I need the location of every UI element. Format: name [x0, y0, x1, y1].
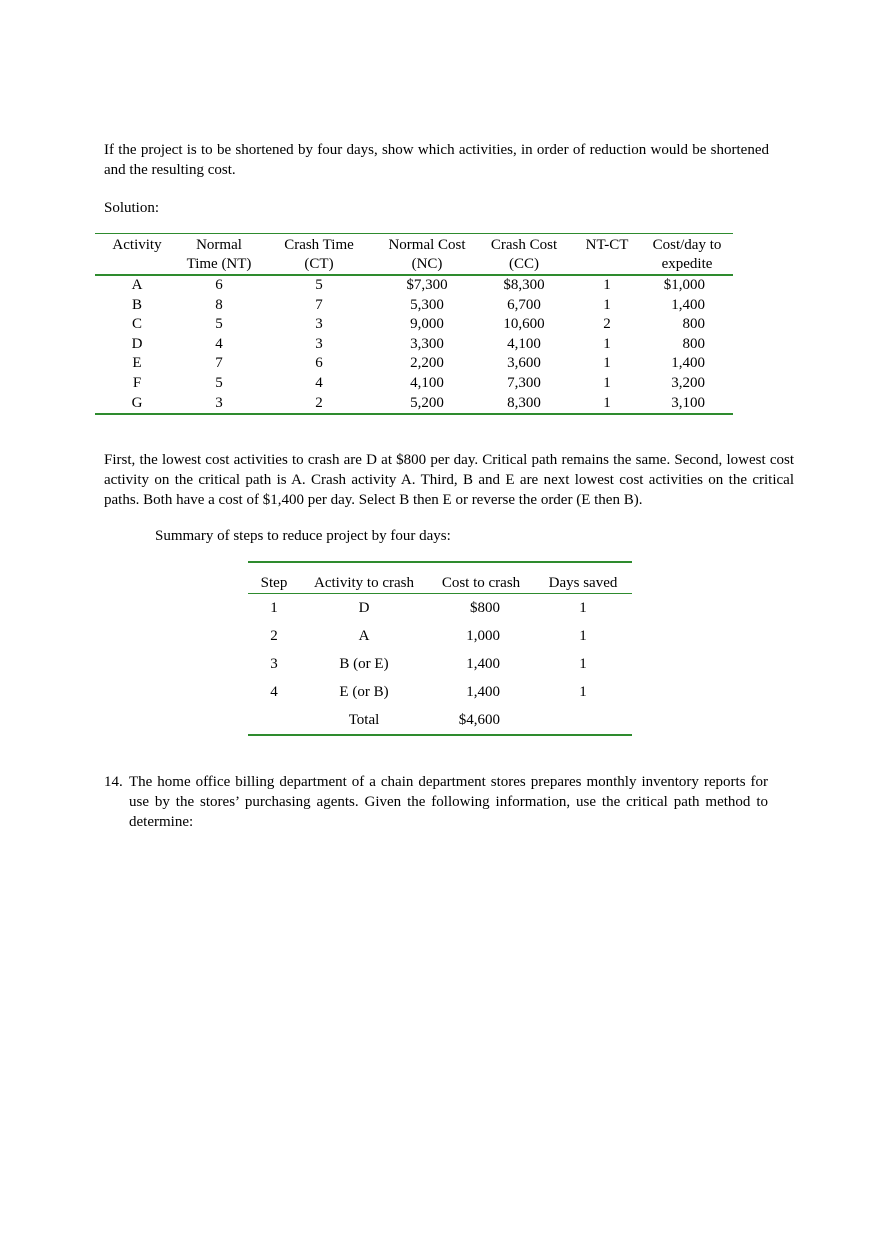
cell-crash-time: 7	[315, 296, 323, 313]
solution-label: Solution:	[104, 200, 160, 216]
cell-normal-cost: 9,000	[410, 316, 444, 333]
table-row	[248, 594, 632, 623]
cell-crash-cost: $8,300	[503, 277, 545, 293]
table-row	[95, 394, 733, 415]
cell-cost-per-day: 3,100	[671, 394, 705, 411]
header-crash-cost: Crash Cost (CC)	[490, 237, 558, 272]
summary-title: Summary of steps to reduce project by four days:	[155, 528, 451, 544]
table-row	[95, 315, 733, 335]
cell-nt-ct: 2	[603, 316, 611, 333]
header-activity-to-crash: Activity to crash	[314, 575, 414, 591]
cell-normal-time: 6	[215, 277, 223, 293]
cell-nt-ct: 1	[603, 355, 611, 372]
cell-activity: A	[358, 628, 370, 644]
cell-normal-time: 5	[215, 374, 223, 391]
cell-crash-time: 3	[315, 316, 323, 333]
header-activity: Activity	[112, 237, 162, 253]
cell-crash-cost: 4,100	[507, 335, 541, 352]
cell-days-saved: 1	[579, 600, 587, 616]
cell-days-saved: 1	[579, 684, 587, 700]
cell-cost: 1,000	[466, 628, 500, 644]
cell-nt-ct: 1	[603, 277, 611, 293]
summary-table-header	[248, 562, 632, 594]
cell-normal-time: 3	[215, 394, 223, 411]
cell-nt-ct: 1	[603, 296, 611, 313]
cell-nt-ct: 1	[603, 335, 611, 352]
cell-normal-cost: 4,100	[410, 374, 444, 391]
cell-crash-time: 4	[315, 374, 323, 391]
table-row	[95, 354, 733, 374]
header-crash-time: Crash Time (CT)	[284, 237, 354, 272]
question-14	[104, 772, 768, 832]
cell-crash-time: 6	[315, 355, 323, 372]
question-number: 14.	[104, 774, 123, 790]
cell-activity: E	[132, 355, 142, 372]
table-row	[95, 296, 733, 316]
total-value: $4,600	[458, 712, 500, 728]
intro-paragraph: If the project is to be shortened by four days, show which activities, in order of reduction would be shortened and the resulting cost.	[104, 142, 769, 178]
header-normal-time: Normal Time (NT)	[186, 237, 252, 272]
cell-normal-cost: 5,200	[410, 394, 444, 411]
cell-nt-ct: 1	[603, 394, 611, 411]
header-cost-per-day: Cost/day to expedite	[652, 237, 722, 272]
cell-nt-ct: 1	[603, 374, 611, 391]
cell-activity: D	[358, 600, 370, 616]
summary-table	[248, 561, 632, 736]
cell-activity: B	[131, 296, 142, 313]
header-normal-cost: Normal Cost (NC)	[388, 237, 466, 272]
cell-days-saved: 1	[579, 628, 587, 644]
header-cost-to-crash: Cost to crash	[441, 575, 521, 591]
cell-activity: A	[131, 277, 143, 293]
cell-cost-per-day: 3,200	[671, 374, 705, 391]
cell-cost-per-day: 800	[682, 335, 705, 352]
cell-crash-time: 5	[315, 277, 323, 293]
table-row	[95, 335, 733, 355]
cell-activity: E (or B)	[339, 684, 389, 700]
cell-crash-time: 2	[315, 394, 323, 411]
table-row	[95, 275, 733, 296]
cell-crash-cost: 6,700	[507, 296, 541, 313]
cell-activity: C	[131, 316, 142, 333]
cell-cost-per-day: $1,000	[663, 277, 705, 293]
cell-crash-time: 3	[315, 335, 323, 352]
header-step: Step	[260, 575, 288, 591]
cell-cost-per-day: 800	[682, 316, 705, 333]
cell-cost-per-day: 1,400	[671, 355, 705, 372]
crash-table-body	[95, 275, 733, 414]
cell-normal-time: 5	[215, 316, 223, 333]
table-row	[248, 622, 632, 650]
cell-normal-time: 4	[215, 335, 223, 352]
header-nt-ct: NT-CT	[585, 237, 629, 253]
cell-crash-cost: 10,600	[503, 316, 545, 333]
cell-normal-cost: 5,300	[410, 296, 444, 313]
crash-cost-table	[95, 233, 733, 415]
explanation-paragraph: First, the lowest cost activities to crash are D at $800 per day. Critical path remains the same. Second, lowest cost activity on the critical path is A. Crash activity A. Third, B and E are next lowest cost activities on the critical paths. Both have a cost of $1,400 per day. Select B then E or reverse the order (E then B).	[104, 452, 794, 508]
cell-days-saved: 1	[579, 656, 587, 672]
cell-step: 4	[270, 684, 278, 700]
table-row	[95, 374, 733, 394]
total-label: Total	[348, 712, 380, 728]
cell-cost: 1,400	[466, 684, 500, 700]
summary-table-body	[248, 594, 632, 707]
cell-cost: $800	[470, 600, 500, 616]
summary-total-row	[248, 706, 632, 735]
cell-normal-cost: 3,300	[410, 335, 444, 352]
header-days-saved: Days saved	[548, 575, 618, 591]
table-row	[248, 678, 632, 706]
cell-activity: D	[131, 335, 143, 352]
cell-cost: 1,400	[466, 656, 500, 672]
table-row	[248, 650, 632, 678]
cell-normal-cost: $7,300	[406, 277, 448, 293]
cell-step: 1	[270, 600, 278, 616]
cell-activity: F	[132, 374, 142, 391]
cell-normal-time: 7	[215, 355, 223, 372]
cell-activity: B (or E)	[339, 656, 389, 672]
cell-normal-cost: 2,200	[410, 355, 444, 372]
cell-step: 2	[270, 628, 278, 644]
cell-normal-time: 8	[215, 296, 223, 313]
cell-step: 3	[270, 656, 278, 672]
question-text: The home office billing department of a chain department stores prepares monthly inventory reports for use by the stores’ purchasing agents. Given the following information, use the critical path method to determine:	[129, 774, 768, 830]
cell-crash-cost: 8,300	[507, 394, 541, 411]
cell-cost-per-day: 1,400	[671, 296, 705, 313]
cell-activity: G	[131, 394, 143, 411]
cell-crash-cost: 3,600	[507, 355, 541, 372]
cell-crash-cost: 7,300	[507, 374, 541, 391]
crash-table-header	[95, 234, 733, 276]
